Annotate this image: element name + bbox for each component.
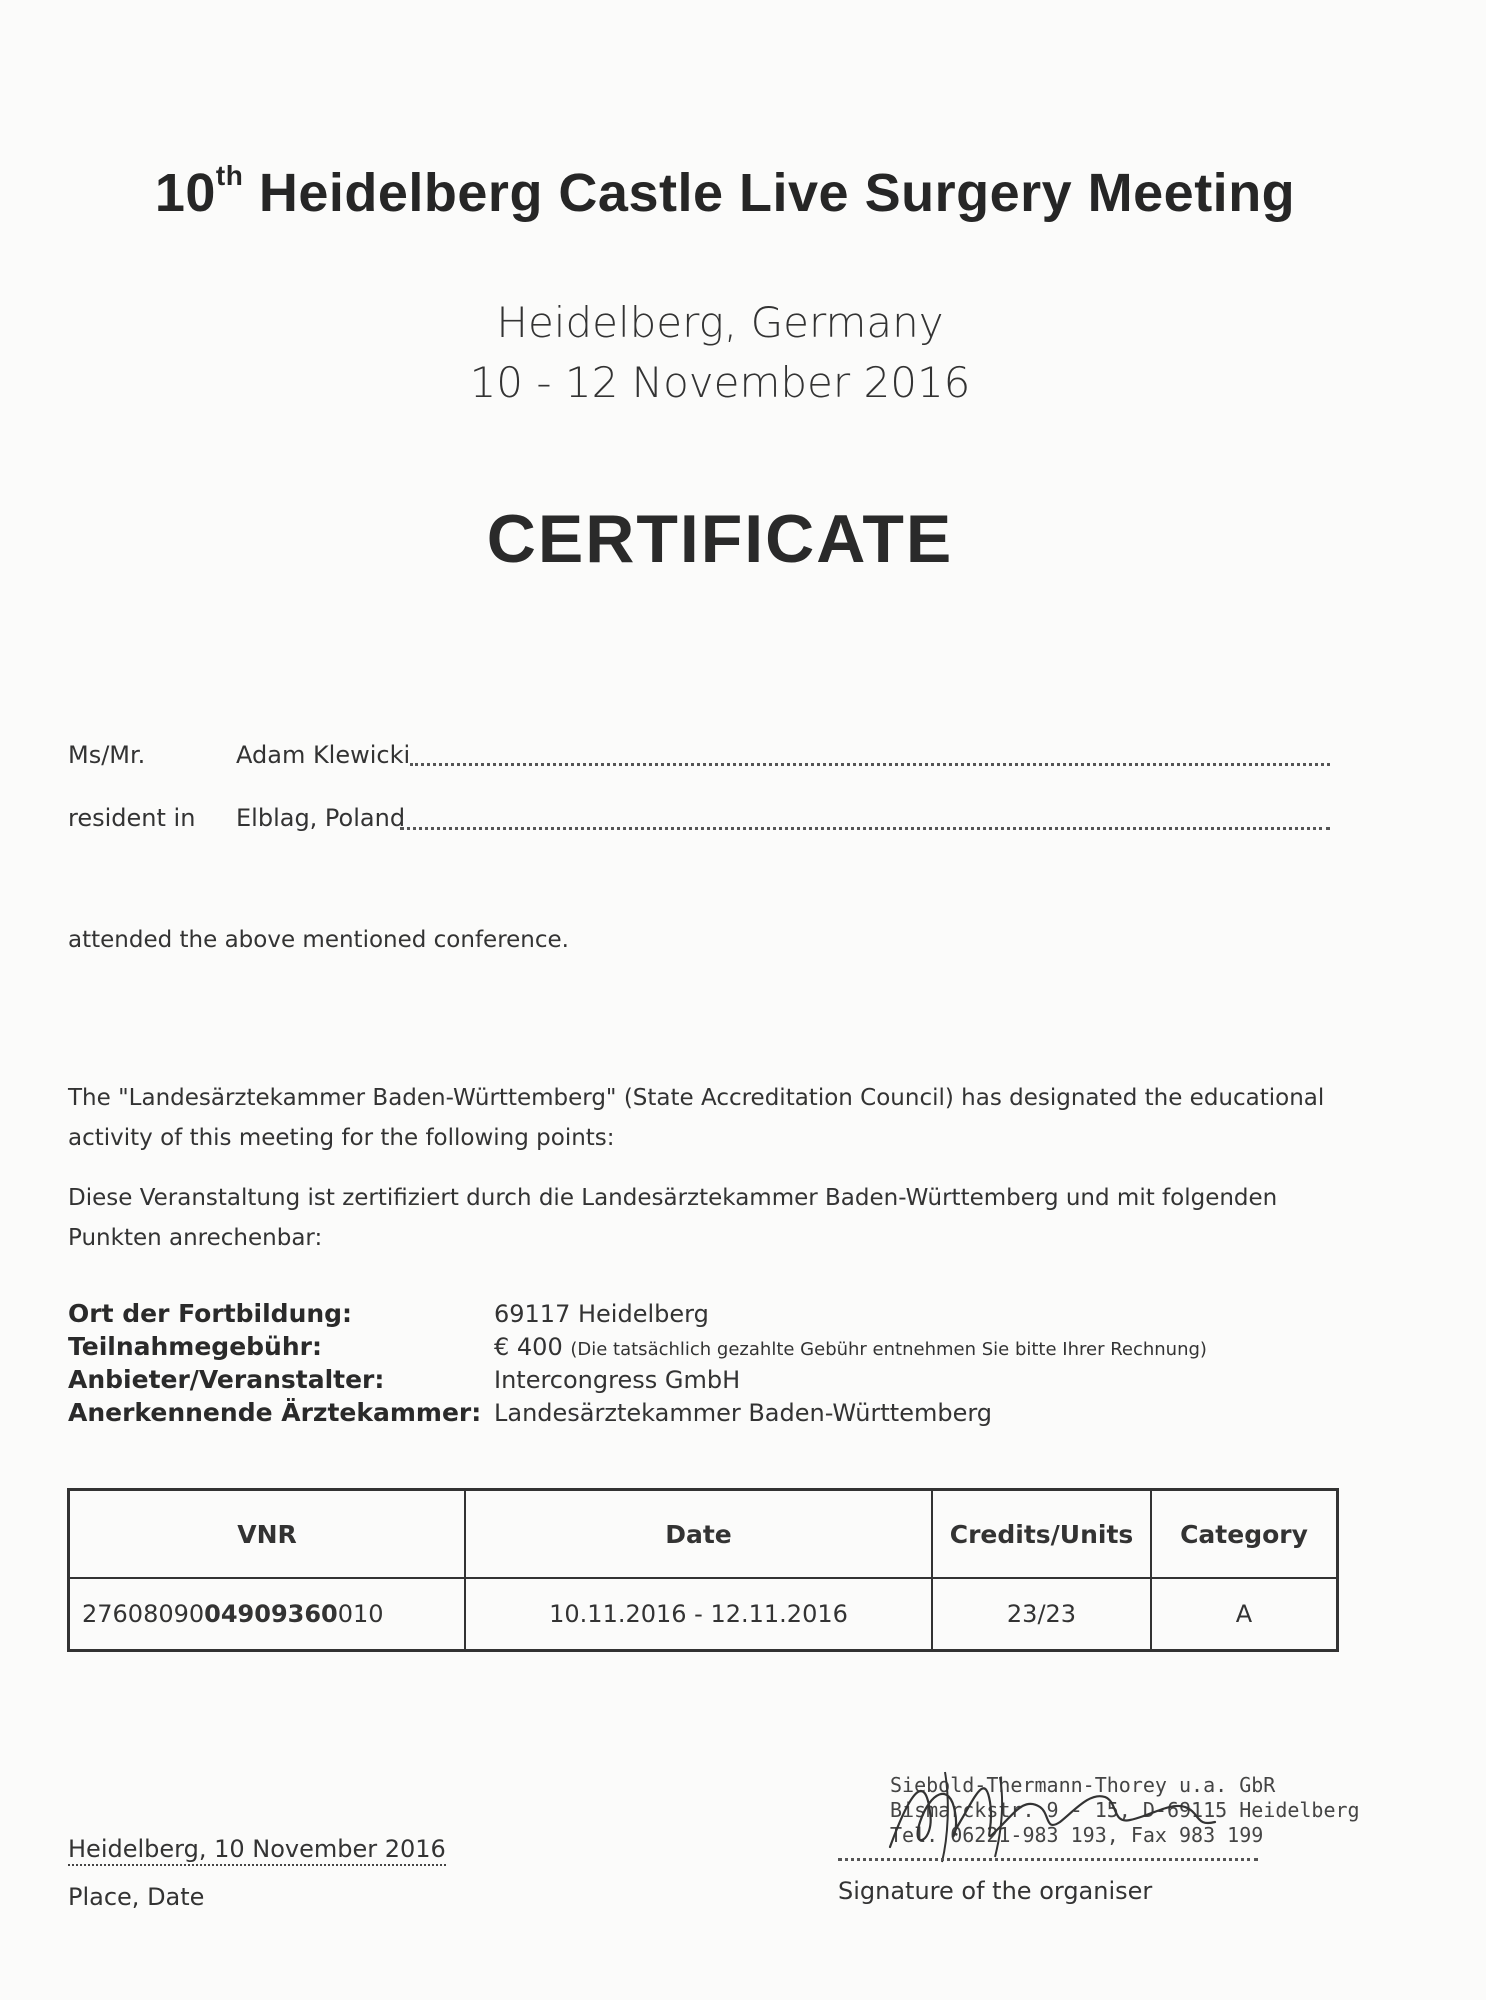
header-date: Date <box>465 1490 932 1579</box>
place-date-label: Place, Date <box>68 1883 205 1911</box>
header-credits: Credits/Units <box>932 1490 1151 1579</box>
table-row <box>69 1578 1338 1651</box>
accreditation-german: Diese Veranstaltung ist zertifiziert durch die Landesärztekammer Baden-Württemberg und mit folgenden Punkten anrechenbar: <box>68 1185 1278 1251</box>
detail-label-venue: Ort der Fortbildung: <box>68 1299 353 1328</box>
detail-value-venue: 69117 Heidelberg <box>494 1300 709 1328</box>
event-title <box>0 160 1450 224</box>
residence-dotted-line <box>400 827 1330 830</box>
fee-amount: € 400 <box>494 1333 563 1361</box>
fee-note: (Die tatsächlich gezahlte Gebühr entnehmen Sie bitte Ihrer Rechnung) <box>570 1339 1207 1360</box>
residence-label: resident in <box>68 804 196 832</box>
vnr-suffix: 010 <box>337 1600 384 1628</box>
cell-credits: 23/23 <box>932 1578 1151 1651</box>
residence-value: Elblag, Poland <box>236 804 406 832</box>
title-number: 10 <box>154 163 216 223</box>
detail-label-fee: Teilnahmegebühr: <box>68 1332 322 1361</box>
title-text: Heidelberg Castle Live Surgery Meeting <box>258 163 1296 223</box>
header-category: Category <box>1151 1490 1338 1579</box>
title-ordinal: th <box>215 160 244 191</box>
detail-label-chamber: Anerkennende Ärztekammer: <box>68 1398 482 1427</box>
certificate-heading: CERTIFICATE <box>486 501 954 577</box>
cell-vnr <box>69 1578 466 1651</box>
signature-label: Signature of the organiser <box>838 1877 1153 1905</box>
signature-dotted-line <box>838 1858 1258 1861</box>
credits-table <box>67 1488 1339 1652</box>
stamp-line-3: Tel. 06221-983 193, Fax 983 199 <box>890 1823 1264 1847</box>
event-location: Heidelberg, Germany <box>496 298 944 347</box>
detail-value-fee <box>494 1331 1207 1366</box>
stamp-line-1: Siebold-Thermann-Thorey u.a. GbR <box>890 1773 1276 1797</box>
stamp-line-2: Bismarckstr. 9 - 15, D-69115 Heidelberg <box>890 1798 1360 1822</box>
place-date-value: Heidelberg, 10 November 2016 <box>68 1834 446 1866</box>
detail-label-provider: Anbieter/Veranstalter: <box>68 1365 385 1394</box>
detail-value-provider: Intercongress GmbH <box>494 1366 741 1394</box>
name-value: Adam Klewicki <box>236 741 411 769</box>
table-header-row <box>69 1490 1338 1579</box>
header-vnr: VNR <box>69 1490 466 1579</box>
cell-date: 10.11.2016 - 12.11.2016 <box>465 1578 932 1651</box>
event-dates: 10 - 12 November 2016 <box>469 358 971 407</box>
accreditation-english: The "Landesärztekammer Baden-Württemberg" (State Accreditation Council) has designated the educational activity of this meeting for the following points: <box>68 1085 1325 1151</box>
vnr-bold: 04909360 <box>204 1600 338 1628</box>
name-dotted-line <box>410 763 1330 766</box>
detail-value-chamber: Landesärztekammer Baden-Württemberg <box>494 1399 993 1427</box>
name-label: Ms/Mr. <box>68 741 146 769</box>
cell-category: A <box>1151 1578 1338 1651</box>
handwritten-signature <box>850 1752 1270 1872</box>
vnr-prefix: 27608090 <box>82 1600 205 1628</box>
attended-text: attended the above mentioned conference. <box>68 927 569 953</box>
